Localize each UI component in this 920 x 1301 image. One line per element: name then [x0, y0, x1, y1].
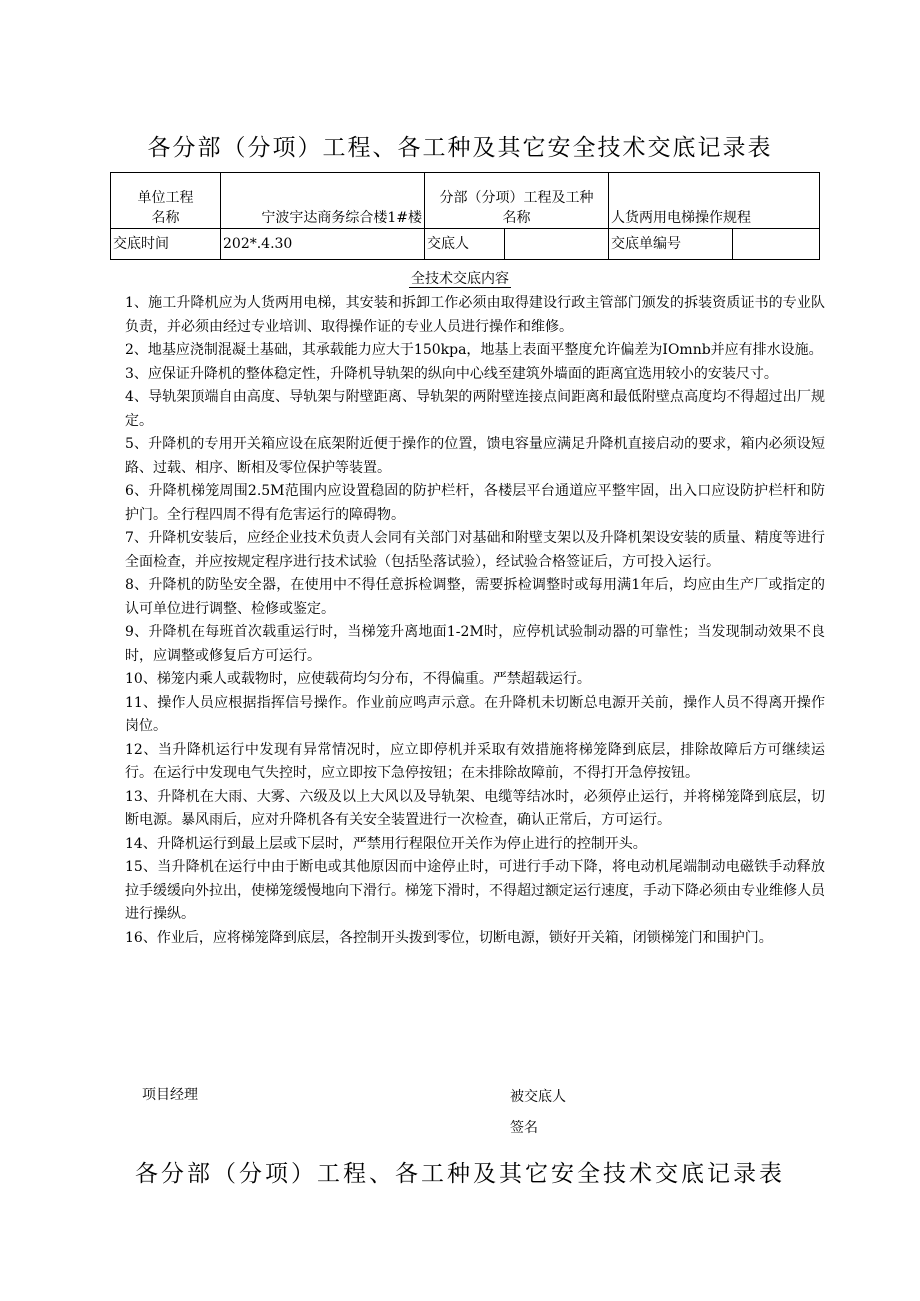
content-item: 5、升降机的专用开关箱应设在底架附近便于操作的位置，馈电容量应满足升降机直接启动的要求，箱内必须设短路、过载、相序、断相及零位保护等装置。: [125, 436, 825, 476]
content-item: 9、升降机在每班首次载重运行时，当梯笼升离地面1-2M时，应停机试验制动器的可靠性；当发现制动效果不良时，应调整或修复后方可运行。: [125, 624, 825, 664]
info-table: [110, 172, 820, 260]
sign-label: 签名: [510, 1120, 538, 1136]
content-item: 2、地基应浇制混凝土基础，其承载能力应大于150kpa，地基上表面平整度允许偏差为IOmnb并应有排水设施。: [125, 342, 823, 358]
content-body: [125, 292, 825, 950]
project-manager-label: 项目经理: [142, 1087, 198, 1103]
content-item: 16、作业后，应将梯笼降到底层，各控制开头拨到零位，切断电源，锁好开关箱，闭锁梯笼门和围护门。: [125, 929, 773, 946]
content-item: 6、升降机梯笼周围2.5M范围内应设置稳固的防护栏杆，各楼层平台通道应平整牢固，出入口应设防护栏杆和防护门。全行程四周不得有危害运行的障碍物。: [125, 483, 825, 523]
repeat-document-title: 各分部（分项）工程、各工种及其它安全技术交底记录表: [135, 1161, 785, 1188]
content-item: 8、升降机的防坠安全器，在使用中不得任意拆检调整，需要拆检调整时或每用满1年后，均应由生产厂或指定的认可单位进行调整、检修或鉴定。: [125, 577, 825, 617]
content-item: 15、当升降机在运行中由于断电或其他原因而中途停止时，可进行手动下降，将电动机尾端制动电磁铁手动释放拉手缓缓向外拉出，使梯笼缓慢地向下滑行。梯笼下滑时，不得超过额定运行速度，手动下降必须由专业维修人员进行操纵。: [125, 859, 825, 922]
unit-project-label-line2: 名称: [151, 210, 180, 226]
sub-project-label-line1: 分部（分项）工程及工种: [439, 190, 594, 206]
sub-project-value: 人货两用电梯操作规程: [609, 173, 820, 229]
content-item: 12、当升降机运行中发现有异常情况时，应立即停机并采取有效措施将梯笼降到底层，排除故障后方可继续运行。在运行中发现电气失控时，应立即按下急停按钮；在未排除故障前，不得打开急停按钮。: [125, 741, 825, 781]
handover-person-value: [505, 229, 609, 260]
content-item: 11、操作人员应根据指挥信号操作。作业前应鸣声示意。在升降机未切断总电源开关前，操作人员不得离开操作岗位。: [125, 694, 825, 734]
content-item: 3、应保证升降机的整体稳定性，升降机导轨架的纵向中心线至建筑外墙面的距离宜选用较小的安装尺寸。: [125, 365, 778, 382]
content-item: 13、升降机在大雨、大雾、六级及以上大风以及导轨架、电缆等结冰时，必须停止运行，并将梯笼降到底层，切断电源。暴风雨后，应对升降机各有关安全装置进行一次检查，确认正常后，方可运行。: [125, 788, 825, 828]
content-item: 4、导轨架顶端自由高度、导轨架与附壁距离、导轨架的两附壁连接点间距离和最低附壁点高度均不得超过出厂规定。: [125, 389, 825, 429]
handover-person-label: 交底人: [425, 229, 505, 260]
handover-number-value: [733, 229, 820, 260]
content-item: 7、升降机安装后，应经企业技术负责人会同有关部门对基础和附壁支架以及升降机架设安装的质量、精度等进行全面检查，并应按规定程序进行技术试验（包括坠落试验），经试验合格签证后，方可投入运行。: [125, 530, 825, 570]
sub-project-label: [425, 173, 609, 229]
unit-project-label-line1: 单位工程: [137, 190, 194, 206]
section-heading-text: 全技术交底内容: [411, 271, 509, 287]
section-heading: [0, 268, 920, 288]
document-title: 各分部（分项）工程、各工种及其它安全技术交底记录表: [147, 135, 773, 162]
receiver-label: 被交底人: [510, 1089, 566, 1105]
unit-project-label: [111, 173, 221, 229]
content-item: 14、升降机运行到最上层或下层时，严禁用行程限位开关作为停止进行的控制开头。: [125, 835, 647, 852]
handover-time-value: 202*.4.30: [221, 229, 425, 260]
handover-time-label: 交底时间: [111, 229, 221, 260]
content-item: 1、施工升降机应为人货两用电梯，其安装和拆卸工作必须由取得建设行政主管部门颁发的拆装资质证书的专业队负责，并必须由经过专业培训、取得操作证的专业人员进行操作和维修。: [125, 295, 825, 335]
handover-number-label: 交底单编号: [609, 229, 733, 260]
content-item: 10、梯笼内乘人或载物时，应使载荷均匀分布，不得偏重。严禁超载运行。: [125, 671, 591, 687]
unit-project-value: 宁波宇达商务综合楼1#楼: [221, 173, 425, 229]
sub-project-label-line2: 名称: [502, 210, 531, 226]
